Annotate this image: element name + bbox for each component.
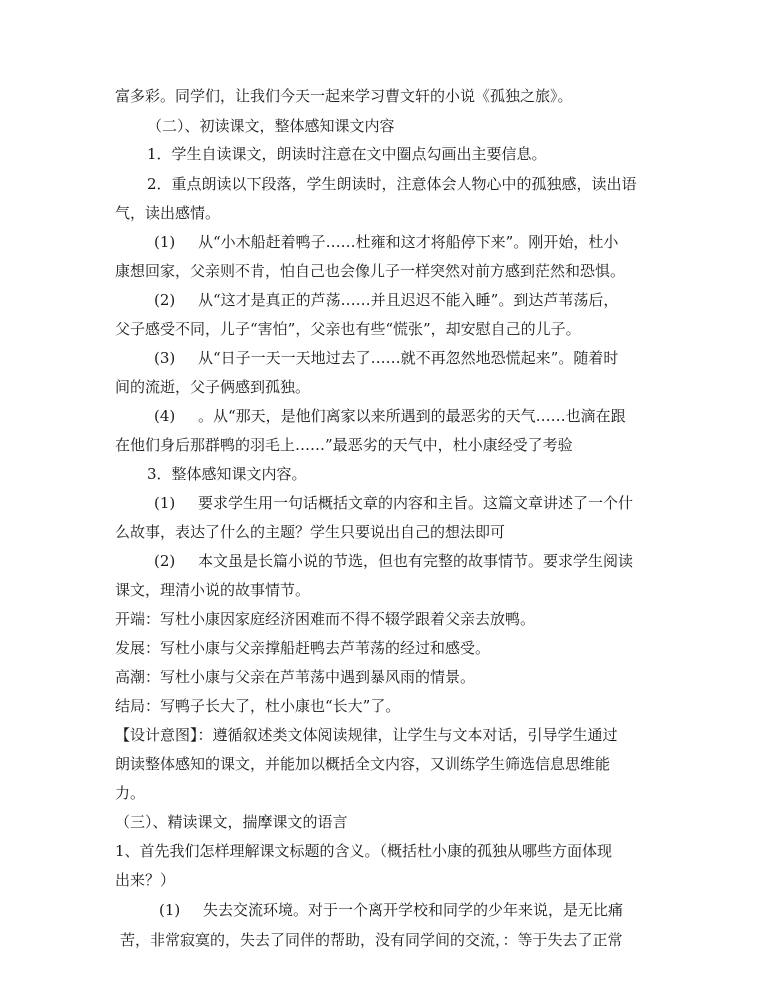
text-line: 气，读出感情。 [115,204,221,222]
section-heading: （二）、初读课文，整体感知课文内容 [147,117,395,135]
list-text: 本文虽是长篇小说的节选，但也有完整的故事情节。要求学生阅读 [198,552,634,570]
design-intent: 【设计意图】：遵循叙述类文体阅读规律，让学生与文本对话，引导学生通过 [115,726,618,744]
list-item [154,406,626,426]
plot-stage: 高潮：写杜小康与父亲在芦苇荡中遇到暴风雨的情景。 [115,668,476,686]
list-item [154,290,618,310]
text-line: 父子感受不同，儿子“害怕”，父亲也有些“慌张”，却安慰自己的儿子。 [115,320,581,338]
list-text: 失去交流环境。对于一个离开学校和同学的少年来说，是无比痛 [203,901,624,919]
text-line: 间的流逝，父子俩感到孤独。 [115,378,311,396]
plot-stage: 发展：写杜小康与父亲撑船赶鸭去芦苇荡的经过和感受。 [115,639,491,657]
plot-stage: 开端：写杜小康因家庭经济困难而不得不辍学跟着父亲去放鸭。 [115,610,536,628]
list-item [154,551,633,571]
list-item [154,348,618,368]
text-line: 1．学生自读课文，朗读时注意在文中圈点勾画出主要信息。 [147,145,547,163]
list-number: (2) [154,291,176,309]
list-text: 从“这才是真正的芦荡……并且迟迟不能入睡”。到达芦苇荡后， [198,291,619,309]
text-line: 出来？） [115,871,176,889]
list-text: 要求学生用一句话概括文章的内容和主旨。这篇文章讲述了一个什 [198,494,634,512]
list-text: 。从“那天，是他们离家以来所遇到的最恶劣的天气……也滴在跟 [198,407,626,425]
list-number: (1) [154,494,176,512]
list-number: (3) [154,349,176,367]
list-item [154,493,633,513]
text-line: 2．重点朗读以下段落，学生朗读时，注意体会人物心中的孤独感，读出语 [147,175,637,193]
list-number: (2) [154,552,176,570]
list-number: (1) [159,901,181,919]
text-line: 朗读整体感知的课文，并能加以概括全文内容，又训练学生筛选信息思维能 [115,755,611,773]
text-line: 么故事，表达了什么的主题？学生只要说出自己的想法即可 [115,523,506,541]
text-line: 力。 [115,784,146,802]
text-line: 富多彩。同学们，让我们今天一起来学习曹文轩的小说《孤独之旅》。 [115,87,573,105]
list-number: (1) [154,233,176,251]
list-item [159,900,623,920]
text-line: 3．整体感知课文内容。 [147,465,307,483]
list-text: 从“日子一天一天地过去了……就不再忽然地恐慌起来”。随着时 [198,349,619,367]
list-item [154,232,618,252]
list-number: (4) [154,407,176,425]
text-line: 康想回家，父亲则不肯，怕自己也会像儿子一样突然对前方感到茫然和恐惧。 [115,262,626,280]
text-line: 1、首先我们怎样理解课文标题的含义。（概括杜小康的孤独从哪些方面体现 [115,842,613,860]
plot-stage: 结局：写鸭子长大了，杜小康也“长大”了。 [115,697,401,715]
text-line: 苦，非常寂寞的，失去了同伴的帮助，没有同学间的交流，：等于失去了正常 [120,931,623,949]
text-line: 课文，理清小说的故事情节。 [115,581,311,599]
section-heading: （三）、精读课文，揣摩课文的语言 [115,813,348,831]
text-line: 在他们身后那群鸭的羽毛上……”最恶劣的天气中，杜小康经受了考验 [115,436,573,454]
list-text: 从“小木船赶着鸭子……杜雍和这才将船停下来”。刚开始，杜小 [198,233,619,251]
